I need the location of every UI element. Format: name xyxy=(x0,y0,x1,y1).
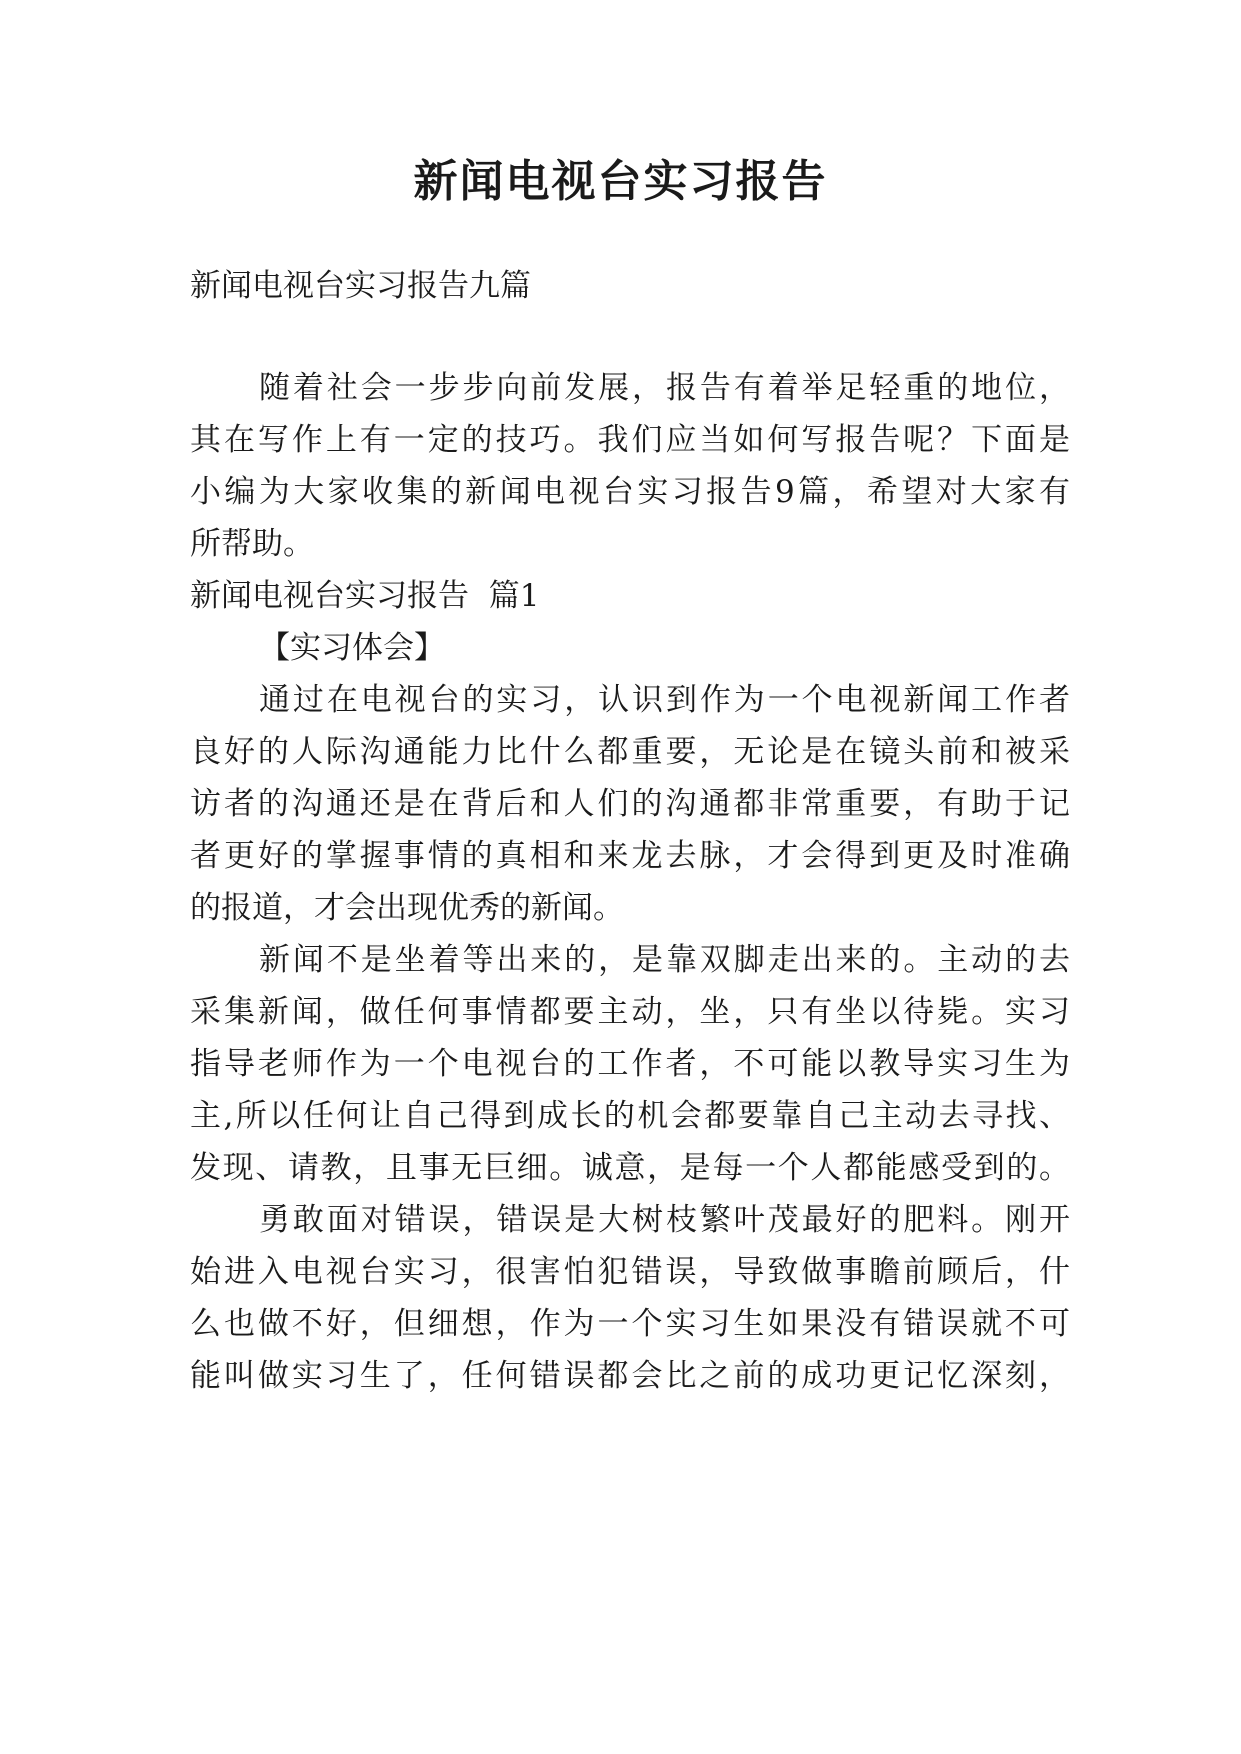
paragraph-line: 能叫做实习生了，任何错误都会比之前的成功更记忆深刻， xyxy=(190,1358,1070,1394)
paragraph-line: 的报道，才会出现优秀的新闻。 xyxy=(190,890,624,926)
paragraph-line: 指导老师作为一个电视台的工作者，不可能以教导实习生为 xyxy=(190,1046,1070,1082)
paragraph-line: 新闻不是坐着等出来的，是靠双脚走出来的。主动的去 xyxy=(259,942,1070,978)
section-label: 【实习体会】 xyxy=(259,630,445,666)
section-heading: 新闻电视台实习报告 篇1 xyxy=(190,578,540,614)
paragraph-line: 者更好的掌握事情的真相和来龙去脉，才会得到更及时准确 xyxy=(190,838,1070,874)
paragraph-line: 主,所以任何让自己得到成长的机会都要靠自己主动去寻找、 xyxy=(190,1098,1070,1134)
document-subtitle: 新闻电视台实习报告九篇 xyxy=(190,268,531,304)
paragraph-line: 始进入电视台实习，很害怕犯错误，导致做事瞻前顾后，什 xyxy=(190,1254,1070,1290)
paragraph-line: 发现、请教，且事无巨细。诚意，是每一个人都能感受到的。 xyxy=(190,1150,1070,1186)
intro-line: 随着社会一步步向前发展，报告有着举足轻重的地位， xyxy=(259,370,1070,406)
paragraph-line: 么也做不好，但细想，作为一个实习生如果没有错误就不可 xyxy=(190,1306,1070,1342)
paragraph-line: 通过在电视台的实习，认识到作为一个电视新闻工作者 xyxy=(259,682,1070,718)
paragraph-line: 勇敢面对错误，错误是大树枝繁叶茂最好的肥料。刚开 xyxy=(259,1202,1070,1238)
intro-line: 其在写作上有一定的技巧。我们应当如何写报告呢？下面是 xyxy=(190,422,1070,458)
paragraph-line: 采集新闻，做任何事情都要主动，坐，只有坐以待毙。实习 xyxy=(190,994,1070,1030)
intro-line: 小编为大家收集的新闻电视台实习报告9篇，希望对大家有 xyxy=(190,474,1070,510)
document-title: 新闻电视台实习报告 xyxy=(413,156,828,207)
paragraph-line: 访者的沟通还是在背后和人们的沟通都非常重要，有助于记 xyxy=(190,786,1070,822)
paragraph-line: 良好的人际沟通能力比什么都重要，无论是在镜头前和被采 xyxy=(190,734,1070,770)
intro-line: 所帮助。 xyxy=(190,526,314,562)
